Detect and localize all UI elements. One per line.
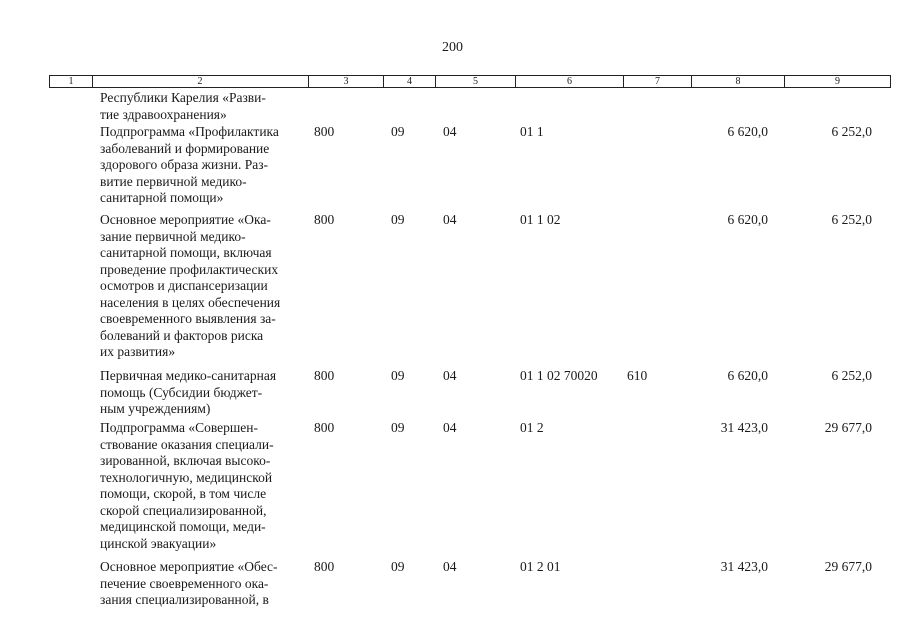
row-col-9: 6 252,0 [831, 368, 872, 383]
header-col-3: 3 [343, 76, 349, 87]
row-col-4: 09 [391, 212, 405, 227]
header-col-2: 2 [197, 76, 203, 87]
row-col-8: 31 423,0 [720, 420, 768, 435]
row-col-6: 01 1 02 70020 [520, 368, 598, 383]
row-col-8: 6 620,0 [727, 124, 768, 139]
row-description: Основное мероприятие «Обес- печение своевременного ока- зания специализированной, в [100, 559, 278, 607]
row-col-9: 29 677,0 [824, 559, 872, 574]
row-description: Подпрограмма «Профилактика заболеваний и формирование здорового образа жизни. Раз- витие первичной медико- санитарной помощи» [100, 124, 279, 205]
row-col-4: 09 [391, 559, 405, 574]
row-col-5: 04 [443, 559, 457, 574]
row-col-6: 01 1 [520, 124, 544, 139]
row-col-3: 800 [314, 124, 335, 139]
header-col-7: 7 [655, 76, 660, 87]
row-description: Подпрограмма «Совершен- ствование оказания специали- зированной, включая высоко- технологичную, медицинской помощи, скорой, в том числе скорой специализированной, медицинской помощи, меди- цинской эвакуации» [100, 420, 274, 551]
row-col-8: 6 620,0 [727, 212, 768, 227]
row-col-9: 6 252,0 [831, 124, 872, 139]
row-col-4: 09 [391, 368, 405, 383]
page-number: 200 [442, 40, 463, 55]
row-col-3: 800 [314, 559, 335, 574]
row-description: Республики Карелия «Разви- тие здравоохранения» [100, 90, 266, 122]
row-col-9: 6 252,0 [831, 212, 872, 227]
row-col-6: 01 2 01 [520, 559, 561, 574]
row-col-5: 04 [443, 420, 457, 435]
row-col-3: 800 [314, 368, 335, 383]
header-col-5: 5 [473, 76, 478, 87]
row-description: Основное мероприятие «Ока- зание первичной медико- санитарной помощи, включая проведение профилактических осмотров и диспансеризации населения в целях обеспечения своевременного выявления за- болеваний и факторов риска их развития» [100, 212, 281, 359]
row-col-4: 09 [391, 124, 405, 139]
header-col-6: 6 [567, 76, 572, 87]
row-col-7: 610 [627, 368, 648, 383]
row-description: Первичная медико-санитарная помощь (Субсидии бюджет- ным учреждениям) [100, 368, 277, 416]
row-col-9: 29 677,0 [824, 420, 872, 435]
row-col-5: 04 [443, 124, 457, 139]
row-col-3: 800 [314, 212, 335, 227]
header-col-4: 4 [407, 76, 412, 87]
row-col-5: 04 [443, 212, 457, 227]
table-header-row [49, 75, 891, 88]
row-col-6: 01 1 02 [520, 212, 561, 227]
header-col-9: 9 [835, 76, 840, 87]
row-col-8: 6 620,0 [727, 368, 768, 383]
header-col-8: 8 [735, 76, 741, 87]
row-col-8: 31 423,0 [720, 559, 768, 574]
row-col-3: 800 [314, 420, 335, 435]
row-col-4: 09 [391, 420, 405, 435]
header-col-1: 1 [68, 76, 74, 87]
row-col-6: 01 2 [520, 420, 544, 435]
row-col-5: 04 [443, 368, 457, 383]
